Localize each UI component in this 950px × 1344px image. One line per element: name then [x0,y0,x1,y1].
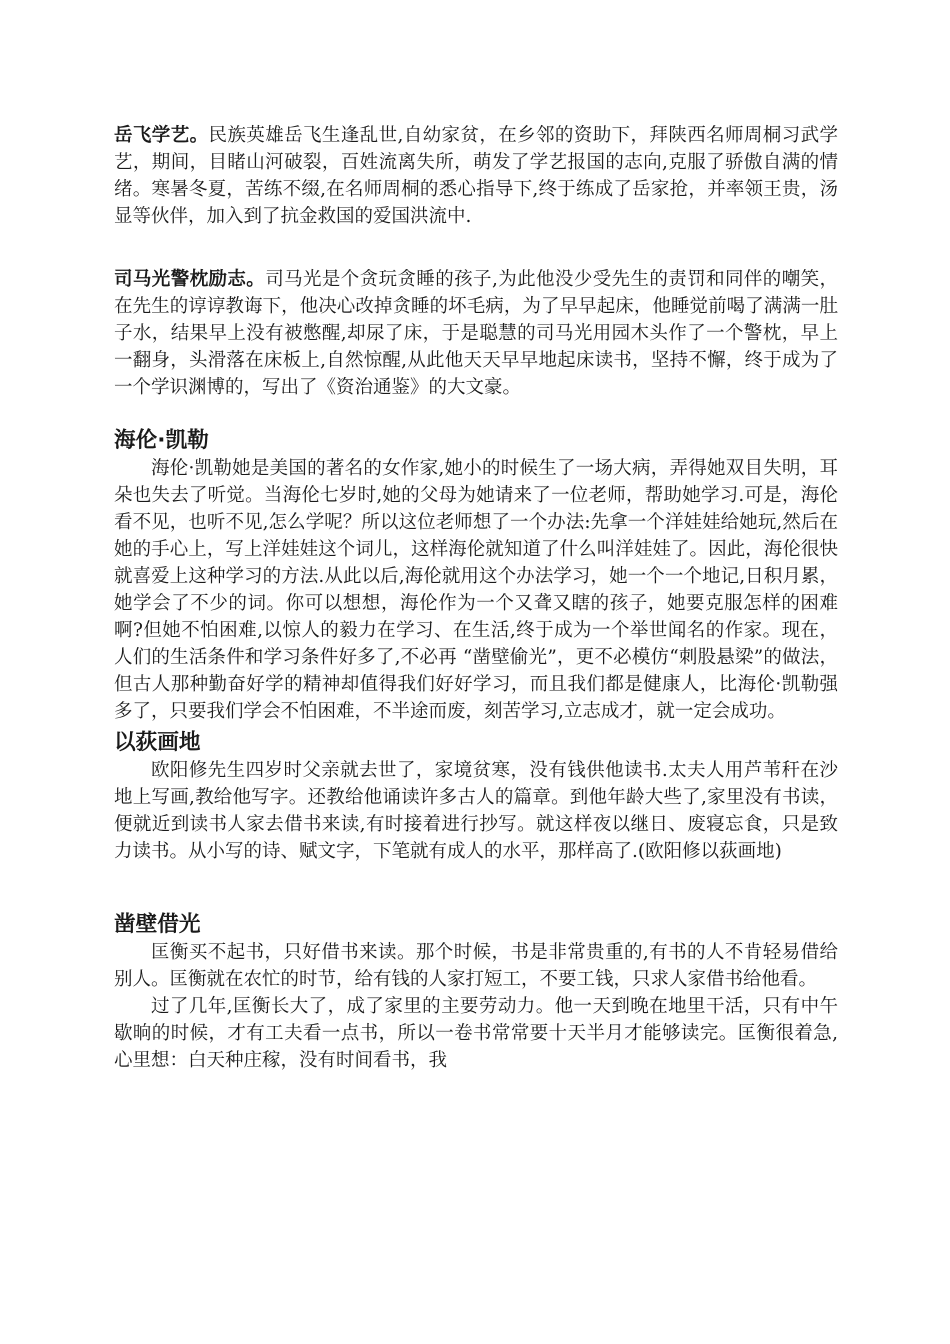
section-simaguang [114,266,838,401]
paragraph: 欧阳修先生四岁时父亲就去世了，家境贫寒，没有钱供他读书.太夫人用芦苇秆在沙地上写画,教给他写字。还教给他诵读许多古人的篇章。到他年龄大些了,家里没有书读，便就近到读书人家去借书来读,有时接着进行抄写。就这样夜以继日、废寝忘食，只是致力读书。从小写的诗、赋文字，下笔就有成人的水平，那样高了.(欧阳修以荻画地) [114,760,838,862]
section-title-helen-keller: 海伦·凯勒 [114,428,209,453]
section-title-yidihuadi: 以荻画地 [114,730,201,755]
section-title-zaobijieguang: 凿壁借光 [114,912,201,937]
paragraph: 匡衡买不起书，只好借书来读。那个时候，书是非常贵重的,有书的人不肯轻易借给别人。匡衡就在农忙的时节，给有钱的人家打短工，不要工钱，只求人家借书给他看。 [114,942,838,990]
paragraph: 海伦·凯勒她是美国的著名的女作家,她小的时候生了一场大病，弄得她双目失明，耳朵也失去了听觉。当海伦七岁时,她的父母为她请来了一位老师，帮助她学习.可是，海伦看不见，也听不见,怎么学呢？所以这位老师想了一个办法:先拿一个洋娃娃给她玩,然后在她的手心上，写上洋娃娃这个词儿，这样海伦就知道了什么叫洋娃娃了。因此，海伦很快就喜爱上这种学习的方法.从此以后,海伦就用这个办法学习，她一个一个地记,日积月累，她学会了不少的词。你可以想想，海伦作为一个又聋又瞎的孩子，她要克服怎样的困难啊?但她不怕困难,以惊人的毅力在学习、在生活,终于成为一个举世闻名的作家。现在，人们的生活条件和学习条件好多了,不必再 “凿壁偷光”，更不必模仿“刺股悬梁”的做法，但古人那种勤奋好学的精神却值得我们好好学习，而且我们都是健康人，比海伦·凯勒强多了，只要我们学会不怕困难，不半途而废，刻苦学习,立志成才，就一定会成功。 [114,458,838,722]
section-yuefei [114,122,838,230]
section-text: 民族英雄岳飞生逢乱世,自幼家贫，在乡邻的资助下，拜陕西名师周桐习武学艺，期间，目睹山河破裂，百姓流离失所，萌发了学艺报国的志向,克服了骄傲自满的情绪。寒暑冬夏，苦练不缀,在名师周桐的悉心指导下,终于练成了岳家抢，并率领王贵，汤显等伙伴，加入到了抗金救国的爱国洪流中. [114,125,838,227]
paragraph: 过了几年,匡衡长大了，成了家里的主要劳动力。他一天到晚在地里干活，只有中午歇晌的时候，才有工夫看一点书，所以一卷书常常要十天半月才能够读完。匡衡很着急,心里想：白天种庄稼，没有时间看书，我 [114,996,838,1071]
section-title: 司马光警枕励志。 [114,269,266,290]
section-text: 司马光是个贪玩贪睡的孩子,为此他没少受先生的责罚和同伴的嘲笑，在先生的谆谆教诲下，他决心改掉贪睡的坏毛病，为了早早起床，他睡觉前喝了满满一肚子水，结果早上没有被憋醒,却尿了床，于是聪慧的司马光用园木头作了一个警枕，早上一翻身，头滑落在床板上,自然惊醒,从此他天天早早地起床读书，坚持不懈，终于成为了一个学识渊博的，写出了《资治通鉴》的大文豪。 [114,269,838,398]
document-page [114,122,838,1074]
section-title: 岳飞学艺。 [114,125,209,146]
